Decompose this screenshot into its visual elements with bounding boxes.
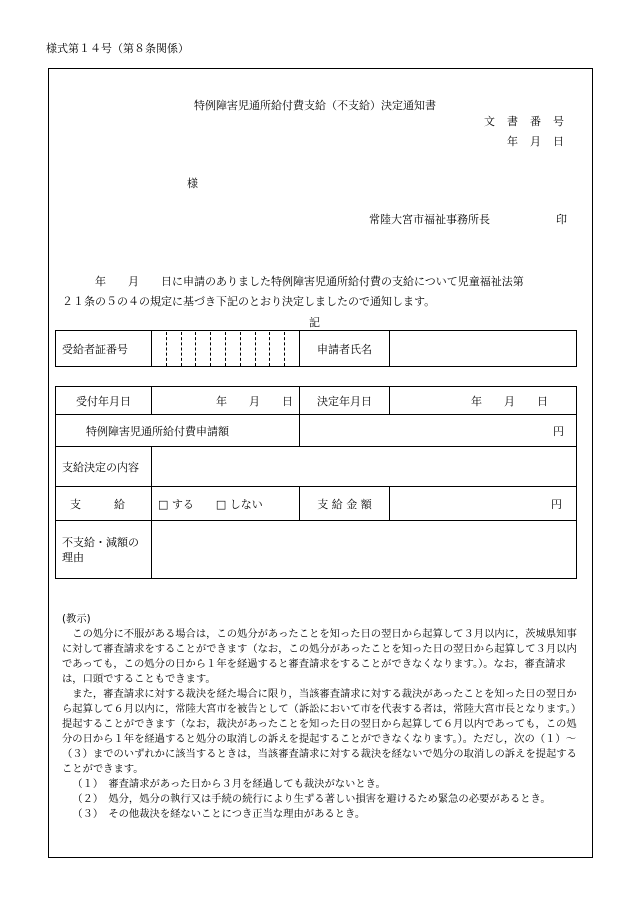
notice-para-1: この処分に不服がある場合は，この処分があったことを知った日の翌日から起算して３月以内に，茨城県知事に対して審査請求をすることができます（なお，この処分があったことを知った日の翌日から起算して３月以内であっても，この処分の日から１年を経過すると審査請求をすることができなくなります。）。なお，審査請求は，口頭ですることもできます。 (62, 628, 577, 685)
decision-content-label: 支給決定の内容 (56, 447, 152, 487)
ki-heading: 記 (309, 316, 320, 329)
notice-section (62, 612, 577, 822)
doc-number-label: 文書番号 (484, 115, 576, 128)
recipient-no-label: 受給者証番号 (56, 331, 152, 367)
notice-para-2: また，審査請求に対する裁決を経た場合に限り，当該審査請求に対する裁決があったことを知った日の翌日から起算して６月以内に，常陸大宮市を被告として（訴訟において市を代表する者は，常陸大宮市長となります。）提起することができます（なお，裁決があったことを知った日の翌日から起算して６月以内であっても，この処分の日から１年を経過すると処分の取消しの訴えを提起することができなくなります。）。ただし，次の（１）〜（３）までのいずれかに該当するときは，当該審査請求に対する裁決を経ないで処分の取消しの訴えを提起することができます。 (62, 688, 577, 775)
date-label: 年月日 (507, 135, 576, 148)
decision-table (55, 386, 577, 579)
notice-item-2: （２） 処分，処分の執行又は手続の続行により生ずる著しい損害を避けるため緊急の必要があるとき。 (72, 793, 551, 805)
notice-item-1: （１） 審査請求があった日から３月を経過しても裁決がないとき。 (72, 778, 386, 790)
payment-label: 支 給 (56, 487, 152, 521)
decision-content-field[interactable] (152, 447, 577, 487)
decision-date-label: 決定年月日 (300, 387, 390, 415)
recipient-no-boxes[interactable] (152, 331, 300, 367)
applicant-name-field[interactable] (390, 331, 577, 367)
body-line-1: 年 月 日に申請のありました特例障害児通所給付費の支給について児童福祉法第 (95, 275, 524, 288)
notice-item-3: （３） その他裁決を経ないことにつき正当な理由があるとき。 (72, 808, 366, 820)
notice-heading: (教示) (62, 613, 91, 625)
application-amount-yen[interactable]: 円 (300, 415, 577, 447)
body-line-2: ２１条の５の４の規定に基づき下記のとおり決定しましたので通知します。 (62, 295, 436, 308)
addressee-suffix: 様 (187, 177, 198, 190)
payment-amount-yen[interactable]: 円 (390, 487, 577, 521)
receipt-date-label: 受付年月日 (56, 387, 152, 415)
reason-field[interactable] (152, 521, 577, 579)
form-number: 様式第１４号（第８条関係） (46, 42, 189, 55)
decision-date-field[interactable]: 年 月 日 (390, 387, 577, 415)
recipient-table (55, 330, 577, 367)
applicant-name-label: 申請者氏名 (300, 331, 390, 367)
issuer-name: 常陸大宮市福祉事務所長 (369, 213, 490, 226)
application-amount-label: 特例障害児通所給付費申請額 (56, 415, 300, 447)
payment-options[interactable]: □ する □ しない (152, 487, 300, 521)
seal-mark: 印 (556, 213, 567, 226)
document-title: 特例障害児通所給付費支給（不支給）決定通知書 (194, 99, 436, 112)
reason-label: 不支給・減額の理由 (56, 521, 152, 579)
receipt-date-field[interactable]: 年 月 日 (152, 387, 300, 415)
payment-amount-label: 支 給 金 額 (300, 487, 390, 521)
